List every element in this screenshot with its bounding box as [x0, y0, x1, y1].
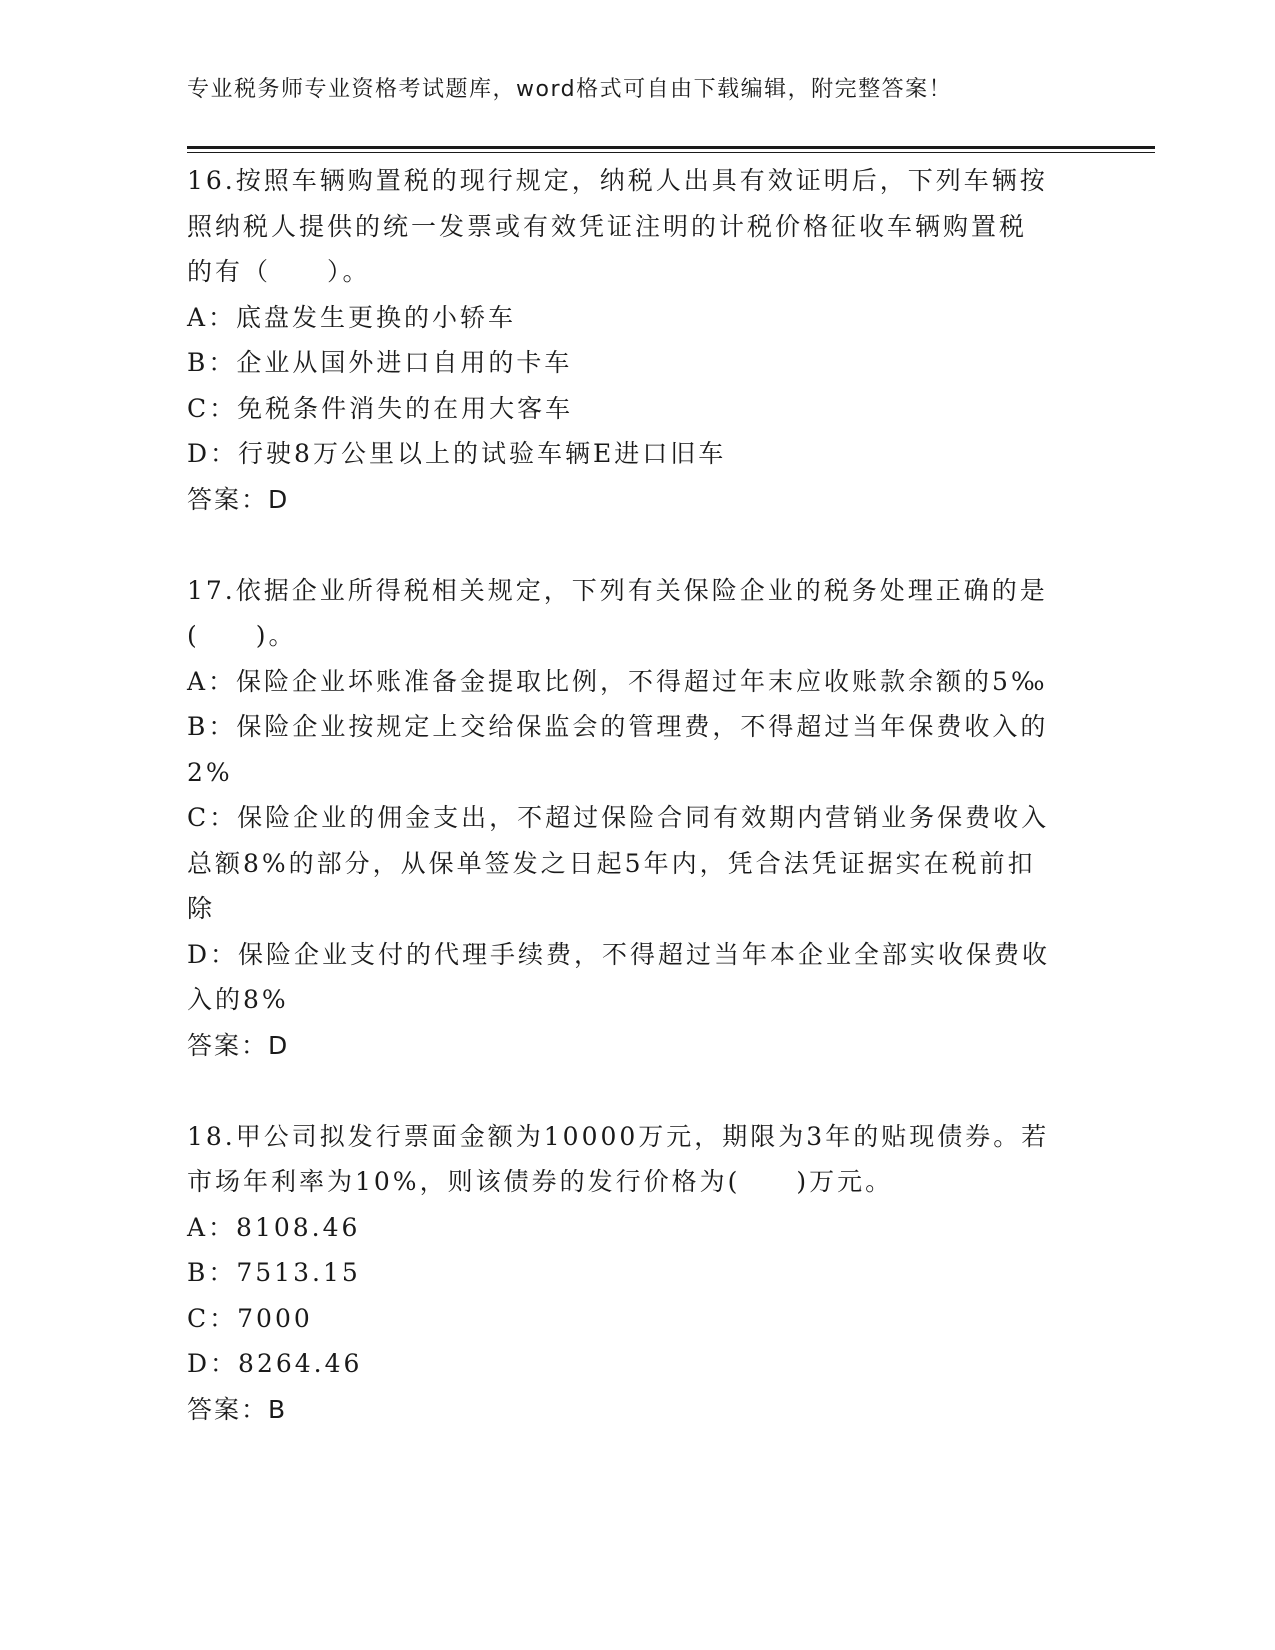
option-d: D：行驶8万公里以上的试验车辆E进口旧车 — [187, 439, 727, 468]
option-c-cont: 总额8%的部分，从保单签发之日起5年内，凭合法凭证据实在税前扣 — [187, 848, 1036, 878]
question-17 — [187, 568, 1067, 1069]
answer: 答案：D — [187, 1030, 290, 1060]
option-c: C：免税条件消失的在用大客车 — [187, 393, 574, 423]
answer: 答案：B — [187, 1394, 288, 1424]
question-stem: 市场年利率为10%，则该债券的发行价格为( )万元。 — [187, 1167, 894, 1196]
header-rule-thin — [187, 152, 1155, 153]
option-b: B：企业从国外进口自用的卡车 — [187, 348, 573, 377]
option-b-cont: 2% — [187, 757, 233, 787]
question-stem: 17.依据企业所得税相关规定，下列有关保险企业的税务处理正确的是 — [187, 575, 1048, 605]
question-16 — [187, 158, 1067, 522]
question-stem: ( )。 — [187, 621, 297, 650]
question-stem: 照纳税人提供的统一发票或有效凭证注明的计税价格征收车辆购置税 — [187, 211, 1028, 241]
header-rule-thick — [187, 146, 1155, 149]
option-c-cont: 除 — [187, 894, 216, 923]
option-d-cont: 入的8% — [187, 985, 289, 1014]
question-stem: 18.甲公司拟发行票面金额为10000万元，期限为3年的贴现债券。若 — [187, 1121, 1050, 1151]
option-c: C：7000 — [187, 1303, 313, 1333]
question-18 — [187, 1114, 1067, 1433]
option-a: A：底盘发生更换的小轿车 — [187, 302, 517, 332]
question-stem: 的有（ ）。 — [187, 257, 371, 286]
option-b: B：保险企业按规定上交给保监会的管理费，不得超过当年保费收入的 — [187, 712, 1049, 741]
option-c: C：保险企业的佣金支出，不超过保险合同有效期内营销业务保费收入 — [187, 803, 1050, 832]
question-stem: 16.按照车辆购置税的现行规定，纳税人出具有效证明后，下列车辆按 — [187, 166, 1048, 195]
option-d: D：8264.46 — [187, 1349, 363, 1378]
option-a: A：8108.46 — [187, 1212, 361, 1242]
option-d: D：保险企业支付的代理手续费，不得超过当年本企业全部实收保费收 — [187, 939, 1051, 969]
option-a: A：保险企业坏账准备金提取比例，不得超过年末应收账款余额的5‰ — [187, 666, 1048, 696]
question-list — [187, 158, 1067, 1432]
option-b: B：7513.15 — [187, 1258, 361, 1287]
page-header: 专业税务师专业资格考试题库，word格式可自由下载编辑，附完整答案！ — [187, 77, 953, 102]
answer: 答案：D — [187, 484, 290, 514]
